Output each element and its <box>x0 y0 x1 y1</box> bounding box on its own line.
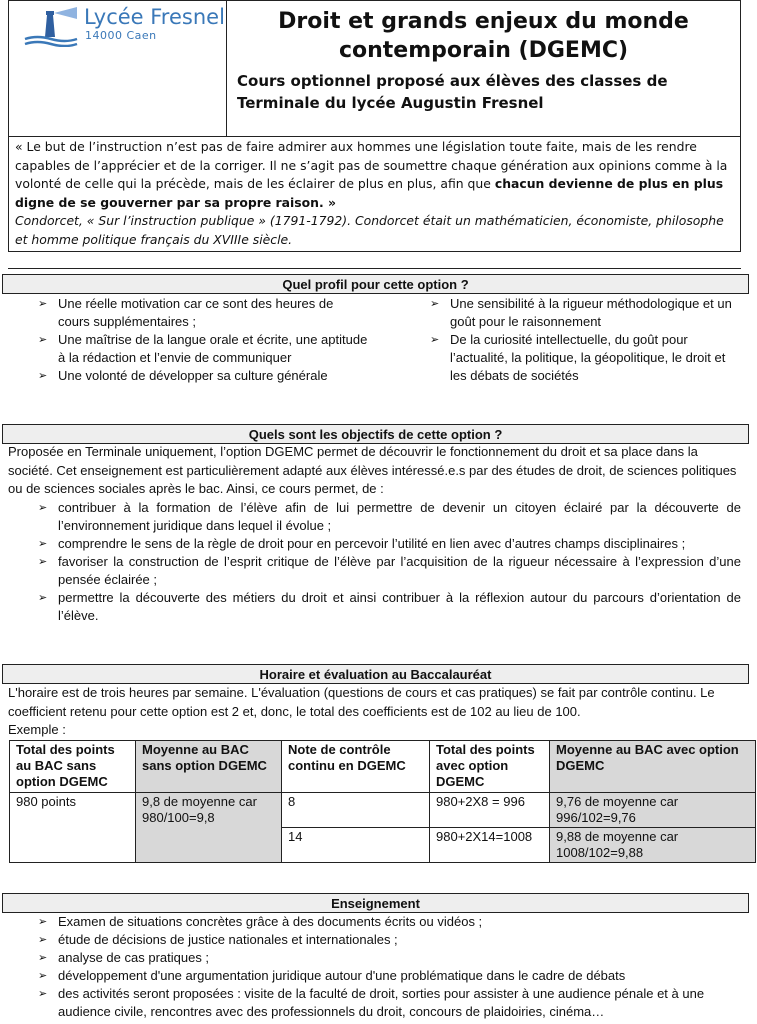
list-item: ➢ Une volonté de développer sa culture générale <box>8 367 368 385</box>
section-title-objectives: Quels sont les objectifs de cette option ? <box>2 424 749 444</box>
section-title-profile: Quel profil pour cette option ? <box>2 274 749 294</box>
list-item: ➢ contribuer à la formation de l’élève afin de lui permettre de devenir un citoyen éclairé par la découverte de l’environnement juridique dans lequel il évolue ; <box>8 499 741 535</box>
page-title: Droit et grands enjeux du monde contemporain (DGEMC) <box>278 9 689 63</box>
quote-bold: chacun devienne de plus en plus digne de se gouverner par sa propre raison. » <box>15 176 724 210</box>
table-cell: 980 points <box>10 793 136 863</box>
table-row <box>10 793 756 828</box>
list-item: ➢ Une réelle motivation car ce sont des heures de cours supplémentaires ; <box>8 295 368 331</box>
section-title-teaching: Enseignement <box>2 893 749 913</box>
list-item: ➢ De la curiosité intellectuelle, du goût pour l’actualité, la politique, la géopolitique, le droit et les débats de sociétés <box>400 331 745 385</box>
table-header: Total des points avec option DGEMC <box>430 741 550 793</box>
schedule-example: Exemple : <box>8 722 66 737</box>
list-item: ➢ comprendre le sens de la règle de droit pour en percevoir l’utilité en lien avec d’autres champs disciplinaires ; <box>8 535 741 553</box>
table-header: Moyenne au BAC avec option DGEMC <box>550 741 756 793</box>
table-header: Moyenne au BAC sans option DGEMC <box>136 741 282 793</box>
list-item: ➢ favoriser la construction de l’esprit critique de l’élève par l’acquisition de la rigueur nécessaire à l’expression d’une pensée éclairée ; <box>8 553 741 589</box>
list-item: ➢ étude de décisions de justice nationales et internationales ; <box>8 931 743 949</box>
profile-list-right <box>400 295 745 385</box>
table-cell: 9,88 de moyenne car 1008/102=9,88 <box>550 828 756 863</box>
list-item: ➢ analyse de cas pratiques ; <box>8 949 743 967</box>
teaching-list <box>8 913 743 1021</box>
table-cell: 980+2X8 = 996 <box>430 793 550 828</box>
quote-citation: Condorcet, « Sur l’instruction publique » (1791-1792). Condorcet était un mathématicien, économiste, philosophe et homme politique français du XVIIIe siècle. <box>15 213 724 247</box>
list-item: ➢ Une sensibilité à la rigueur méthodologique et un goût pour le raisonnement <box>400 295 745 331</box>
quote-box <box>8 136 741 252</box>
section-title-schedule: Horaire et évaluation au Baccalauréat <box>2 664 749 684</box>
list-item: ➢ permettre la découverte des métiers du droit et ainsi contribuer à la réflexion autour du parcours d’orientation de l’élève. <box>8 589 741 625</box>
quote-text: « Le but de l’instruction n’est pas de faire admirer aux hommes une législation toute faite, mais de les rendre capables de l’apprécier et de la corriger. Il ne s’agit pas de soumettre chaque génération aux opinions comme à la volonté de celle qui la précède, mais de les éclairer de plus en plus, afin que <box>15 139 728 191</box>
logo <box>9 1 227 136</box>
table-header: Note de contrôle continu en DGEMC <box>282 741 430 793</box>
header-table <box>8 0 741 137</box>
objectives-list <box>8 499 741 625</box>
profile-list-left <box>8 295 368 385</box>
list-item: ➢ développement d'une argumentation juridique autour d'une problématique dans le cadre de débats <box>8 967 743 985</box>
table-cell: 980+2X14=1008 <box>430 828 550 863</box>
list-item: ➢ Une maîtrise de la langue orale et écrite, une aptitude à la rédaction et l’envie de communiquer <box>8 331 368 367</box>
evaluation-table <box>9 740 756 863</box>
table-cell: 8 <box>282 793 430 828</box>
table-header: Total des points au BAC sans option DGEMC <box>10 741 136 793</box>
lighthouse-icon <box>23 7 79 47</box>
table-cell: 14 <box>282 828 430 863</box>
table-cell: 9,76 de moyenne car 996/102=9,76 <box>550 793 756 828</box>
objectives-intro: Proposée en Terminale uniquement, l’option DGEMC permet de découvrir le fonctionnement du droit et sa place dans la société. Cet enseignement est particulièrement adapté aux élèves intéressé.e.s par des études de droit, de sciences politiques ou de sciences sociales après le bac. Ainsi, ce cours permet, de : <box>8 444 737 496</box>
logo-name: Lycée Fresnel <box>84 5 225 29</box>
page-subtitle: Cours optionnel proposé aux élèves des classes de Terminale du lycée Augustin Fresnel <box>237 72 668 112</box>
title-cell <box>227 1 740 136</box>
logo-city: 14000 Caen <box>85 29 157 42</box>
divider <box>8 268 741 269</box>
list-item: ➢ des activités seront proposées : visite de la faculté de droit, sorties pour assister à une audience pénale et à une audience civile, rencontres avec des professionnels du droit, concours de plaidoiries, cinéma… <box>8 985 743 1021</box>
table-cell: 9,8 de moyenne car 980/100=9,8 <box>136 793 282 863</box>
schedule-text: L'horaire est de trois heures par semaine. L'évaluation (questions de cours et cas pratiques) se fait par contrôle continu. Le coefficient retenu pour cette option est 2 et, donc, le total des coefficients est de 102 au lieu de 100. <box>8 685 715 719</box>
list-item: ➢ Examen de situations concrètes grâce à des documents écrits ou vidéos ; <box>8 913 743 931</box>
